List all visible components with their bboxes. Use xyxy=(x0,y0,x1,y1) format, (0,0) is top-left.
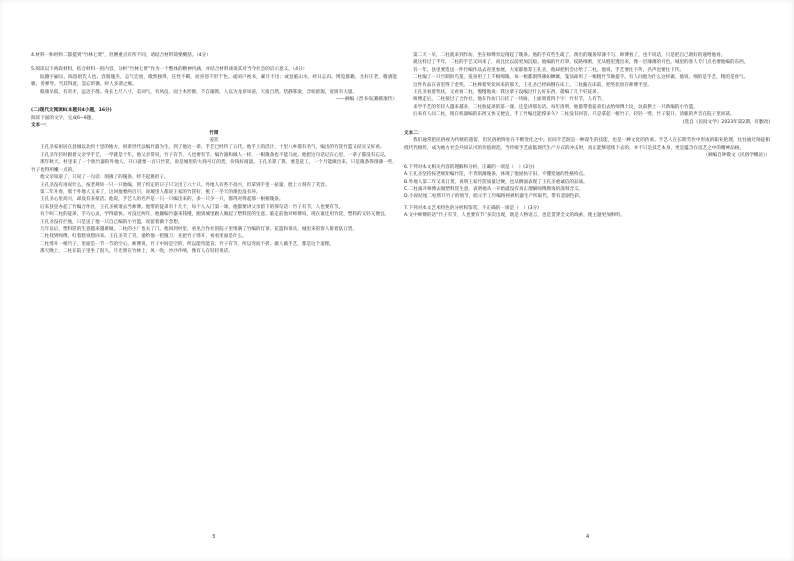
paragraph: 那天晚上，二柱在院子里坐了很久。月光照在竹林上，风一吹，沙沙作响，像有人在轻轻说话。 xyxy=(40,249,233,255)
paragraph: 二柱劈开一根竹子，里面是一节一节的空心。师傅说，竹子中间是空的，所以能弯能直；竹子有节，所以弯而不折。做人做手艺，都是这个道理。 xyxy=(40,241,335,247)
paragraph: 有个叫二柱的徒弟，手巧心灵，学得最快。可没过两年，他嫌编竹器来钱慢，跑到城里跟人做起了塑料筐的生意。临走前他对师傅说，现在谁还用竹筐，塑料的又轻又便宜。 xyxy=(40,212,390,218)
paragraph: 第二天一早，二柱就来到作坊，坐在师傅旁边削起了篾条。他的手有些生疏了，削出的篾条厚薄不匀，师傅看了，也不说话，只是把自己削好的递给他看。 xyxy=(413,53,726,58)
paragraph: 他父亲知道了，只说了一句话：削薄了的篾条，经不起挑担子。 xyxy=(40,175,169,181)
paragraph: 王孔圣年轻时跟着父亲学手艺，一学就是十年。他父亲常说，竹子有节，人也要有节。编竹器和做人一样，一根篾条也不能马虎。他把这句话记在心里，一辈子都没有忘记。 xyxy=(40,152,390,158)
paragraph: 几年以后，塑料筐的生意越来越难做，二柱的小厂也关了门。他回到村里，看见合作社的院子里堆满了竹编的灯罩、花篮和茶具，城里来的客人排着队订货。 xyxy=(40,226,357,232)
q6-option-a: A.王孔圣坚持按老规矩编竹筐，不肯削薄篾条，体现了他固执守旧、不懂变通的性格特点。 xyxy=(404,172,588,178)
paragraph: 王孔圣心里高兴，却没有多接活。他说，手艺人的名声是一只一只编出来的，多一只少一只，都得对得起那一根根篾条。 xyxy=(40,197,284,203)
paragraph: 王孔圣没有拦他，只是送了他一只自己编的小竹篮，说留着做个念想。 xyxy=(40,219,183,225)
q5-passage: 阮籍字嗣宗，陈留尉氏人也。容貌瑰杰，志气宏放，傲然独得，任性不羁，而喜怒不形于色。或闭户视书，累月不出；或登临山水，经日忘归。博览群籍，尤好庄老。嗜酒能啸，善弹琴。当其得意，忽忘形骸。时人多谓之痴。 xyxy=(31,74,397,88)
text2-source: （摘编自钟敬文《民俗学概论》） xyxy=(703,153,770,159)
section-instructions: 阅读下面的文字，完成6~9题。 xyxy=(31,115,96,121)
question-7: 7.下列对本文艺术特色的分析和鉴赏，不正确的一项是（ ）(3分) xyxy=(404,205,539,211)
paragraph: 王孔圣家祖居在县城以北约十里的地方，祖辈世代以编竹器为生。到了他这一辈，手艺已经传了五代。他手上的活计，十里八乡都有名气，编出的竹筐竹篮又结实又好看。 xyxy=(40,145,385,151)
paragraph: 后来县里办起了竹编合作社，王孔圣被请去当师傅。他带的徒弟有十几个，每个人入门第一课，他都要讲父亲留下的那句话：竹子有节，人也要有节。 xyxy=(40,204,344,210)
q6-option-b: B.外地人第二年又来订货，说明王家竹筐质量过硬，也从侧面表现了王孔圣重诚信的品质。 xyxy=(404,179,588,185)
paragraph: 后来有人问二柱，现在机器编的东西又快又便宜，手工竹编还能撑多久？二柱没有回答，只是拿起一根竹子，轻轻一劈，竹子裂开，清脆的声音在院子里回荡。 xyxy=(413,112,735,118)
right-page xyxy=(404,52,770,220)
paragraph: 就这样过了半年，二柱的手艺又回来了，而且比以前更加沉稳。他编的竹灯罩，纹路细密，光从缝里透出来，像一层薄薄的月色。城里的客人专门点名要他编的东西。 xyxy=(413,60,749,66)
question-6: 6.下列对本文相关内容的理解和分析，正确的一项是（ ）(3分) xyxy=(404,164,535,170)
story-author: 姜钦 xyxy=(209,138,219,144)
page-number-right: 4 xyxy=(586,534,590,540)
text1-label: 文本一： xyxy=(31,123,50,129)
page-number-left: 3 xyxy=(212,534,216,540)
paragraph: 二柱编了一只竹制的鸟笼，笼身用了上千根细篾，每一根都削得薄如蝉翼，笼顶却用了一根粗竹节做提手。有人问他为什么这样做，他说，细的是手艺，粗的是骨气。 xyxy=(413,75,749,81)
q6-option-d: D.小说结尾二柱劈开竹子的情节，暗示手工竹编终将被机器生产所取代，带有悲剧色彩。 xyxy=(404,194,584,200)
paragraph: 王孔圣没有再说什么，按老规矩一只一只地编，到了约定的日子只交出了六十只。外地人有些不高兴，但拿到手里一掂量，脸上立刻有了笑容。 xyxy=(40,182,330,188)
paragraph: 那年秋天，村里来了一个收竹器的外地人，开口就要一百只竹筐，说是城里的大商号订的货，价钱好商量。王孔圣算了算，要是赶工，一个月能做出来，只是篾条得削薄一些，竹子也得用嫩一点的。 xyxy=(31,160,397,173)
paragraph: 二柱找到师傅，红着脸说想回来。王孔圣笑了笑，递给他一把篾刀：先把竹子劈开，看看里面是什么。 xyxy=(40,234,247,240)
paragraph: 师傅走后，二柱接过了合作社。他在作坊门口挂了一块匾，上面刻着四个字：竹有节，人有节。 xyxy=(413,97,606,103)
story-title: 竹简 xyxy=(209,130,219,136)
paragraph: 有一年，县里要选送一件竹编作品去省里参展。大家都推荐王孔圣，他却把机会让给了二柱。他说，手艺要往下传，名声也要往下传。 xyxy=(413,67,685,73)
q7-option-a: A.文中师傅的话“竹子有节，人也要有节”多次出现，既是人物语言，也是贯穿全文的线索，使主题更加鲜明。 xyxy=(404,213,625,219)
paragraph: 这件作品在省里得了金奖。二柱捧着奖状回来的那天，王孔圣已经病倒在床上。二柱跪在床前，把奖状放在师傅手里。 xyxy=(413,82,652,88)
left-page xyxy=(31,52,397,256)
question-5: 5.阅读以下两段材料，结合材料一的内容，分析“竹林七贤”作为一个整体的精神内涵，并结合材料谈谈其对当今社会的启示意义。（4分） xyxy=(31,67,308,73)
paragraph: 来学手艺的年轻人越来越多，二柱收徒弟的第一课，还是讲那句话。每年清明，他都带着徒弟们去给师傅上坟，坟前摆上一只新编的小竹篮。 xyxy=(413,104,698,110)
story-source: (选自《民间文学》2023年第2期，有删改) xyxy=(682,119,770,125)
story-body-right xyxy=(404,52,770,126)
story-body-left xyxy=(31,144,397,255)
section-heading: (二)现代文阅读Ⅱ(本题共4小题，16分) xyxy=(31,108,112,114)
text2-label: 文本二： xyxy=(404,131,423,137)
paragraph: 第二年开春，那个外地人又来了，这回他要两百只，说城里人都说王家的竹筐好，挑了一冬天的煤也没有坏。 xyxy=(40,189,261,195)
paragraph: 王孔圣看着奖状，又看看二柱，慢慢地说：我这辈子没编过什么好东西，就编了几个好徒弟。 xyxy=(413,90,602,96)
q5-source: ——摘编《晋书·阮籍嵇康传》 xyxy=(335,97,397,103)
q6-option-c: C.二柱离开师傅去做塑料筐生意，表明他从一开始就没有真正理解师傅教诲的深刻含义。 xyxy=(404,186,584,192)
question-4: 4.材料一和材料二都提到“竹林七贤”，但侧重点有所不同，请结合材料简要概括。（4分） xyxy=(31,53,211,58)
q5-passage-2: 嵇康早孤，有奇才，远迈不群。身长七尺八寸，美词气，有风仪，而土木形骸，不自藻饰，人以为龙章凤姿，天质自然。恬静寡欲，含垢匿瑕，宽简有大量。 xyxy=(40,89,357,95)
text2-body: 我们通常把民俗视为传统的遗留，但民俗始终处在不断变化之中。民间手艺既是一种谋生的技能，也是一种文化的传承。手艺人在长期劳作中形成的职业伦理，往往通过师徒相授代代相传，成为地方社会共同认可的价值规范。当传统手艺面临现代生产方式的冲击时，真正能够延续下去的，并不只是技艺本身，更是蕴含在技艺之中的精神品格。 xyxy=(404,138,770,151)
